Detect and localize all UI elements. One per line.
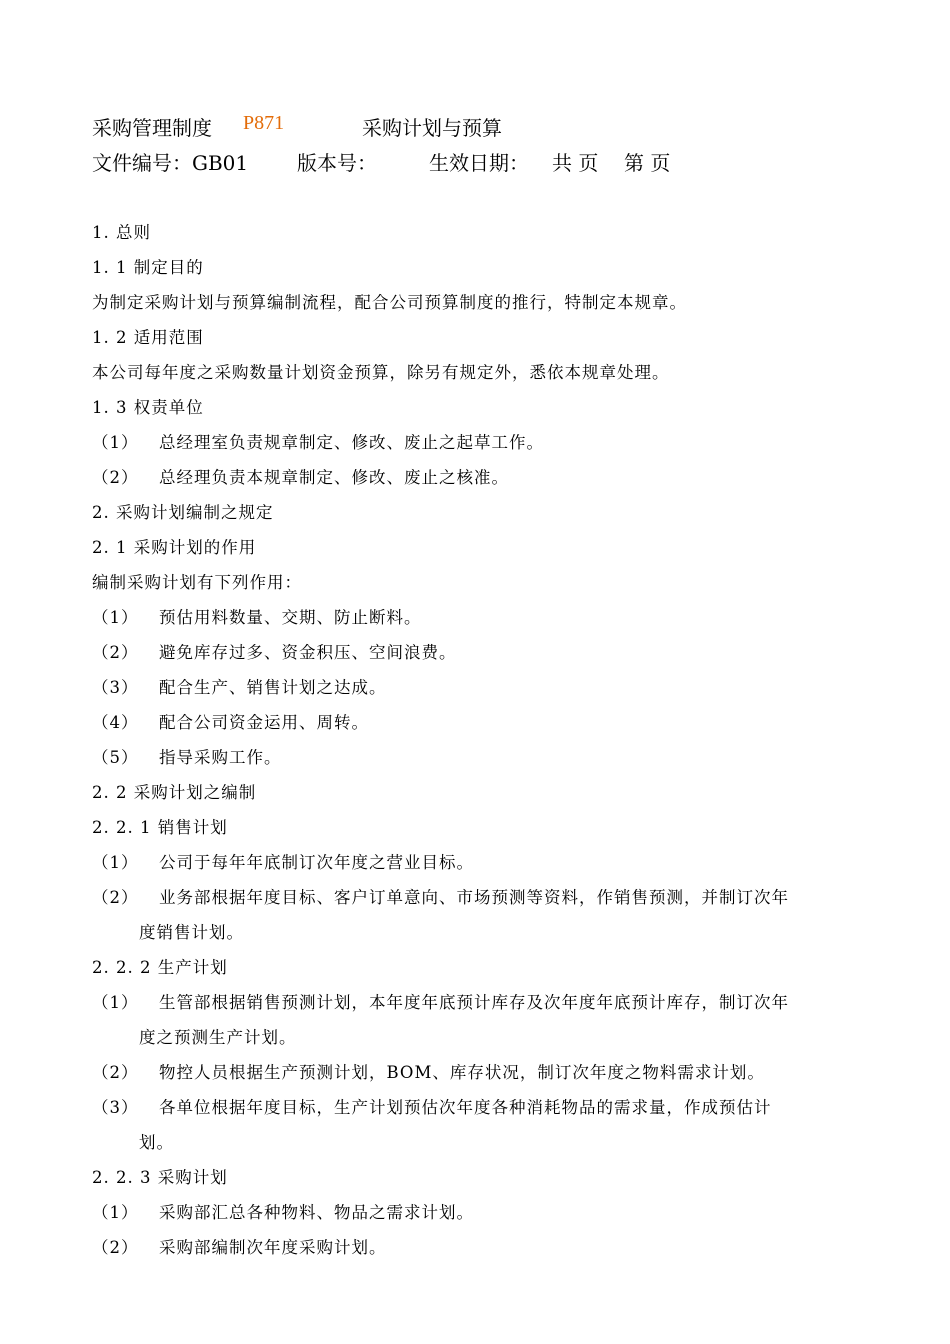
doc-code: P871 <box>243 112 285 134</box>
list-number: （2） <box>92 888 139 907</box>
list-number: （1） <box>92 993 139 1012</box>
list-text: 公司于每年年底制订次年度之营业目标。 <box>159 853 474 872</box>
list-text: 预估用料数量、交期、防止断料。 <box>159 608 422 627</box>
subsection-heading: 2. 2. 1 销售计划 <box>92 818 228 837</box>
file-number: 文件编号：GB01 <box>92 151 249 175</box>
paragraph: 为制定采购计划与预算编制流程，配合公司预算制度的推行，特制定本规章。 <box>92 293 687 312</box>
list-number: （3） <box>92 1098 139 1117</box>
list-text: 采购部编制次年度采购计划。 <box>159 1238 387 1257</box>
list-number: （1） <box>92 608 139 627</box>
list-text-continued: 划。 <box>139 1133 174 1152</box>
subsection-heading: 1. 2 适用范围 <box>92 328 204 347</box>
list-number: （1） <box>92 433 139 452</box>
list-text: 总经理室负责规章制定、修改、废止之起草工作。 <box>159 433 544 452</box>
paragraph: 编制采购计划有下列作用： <box>92 573 302 592</box>
effective-date-label: 生效日期： <box>429 151 529 175</box>
list-text: 各单位根据年度目标，生产计划预估次年度各种消耗物品的需求量，作成预估计 <box>159 1098 772 1117</box>
list-text: 采购部汇总各种物料、物品之需求计划。 <box>159 1203 474 1222</box>
subsection-heading: 2. 2 采购计划之编制 <box>92 783 257 802</box>
page-number-label: 第 页 <box>624 151 671 175</box>
list-number: （2） <box>92 643 139 662</box>
list-text: 配合生产、销售计划之达成。 <box>159 678 387 697</box>
subsection-heading: 1. 1 制定目的 <box>92 258 204 277</box>
list-number: （5） <box>92 748 139 767</box>
list-text: 业务部根据年度目标、客户订单意向、市场预测等资料，作销售预测，并制订次年 <box>159 888 789 907</box>
list-number: （4） <box>92 713 139 732</box>
list-text: 生管部根据销售预测计划，本年度年底预计库存及次年度年底预计库存，制订次年 <box>159 993 789 1012</box>
list-text: 总经理负责本规章制定、修改、废止之核准。 <box>159 468 509 487</box>
list-text: 指导采购工作。 <box>159 748 282 767</box>
list-text: 避免库存过多、资金积压、空间浪费。 <box>159 643 457 662</box>
version-label: 版本号： <box>297 151 377 175</box>
list-number: （1） <box>92 1203 139 1222</box>
list-text-continued: 度之预测生产计划。 <box>139 1028 297 1047</box>
list-number: （2） <box>92 468 139 487</box>
subsection-heading: 2. 1 采购计划的作用 <box>92 538 257 557</box>
doc-title: 采购管理制度 <box>92 116 212 140</box>
section-heading: 2. 采购计划编制之规定 <box>92 503 274 522</box>
list-number: （3） <box>92 678 139 697</box>
list-number: （1） <box>92 853 139 872</box>
subsection-heading: 1. 3 权责单位 <box>92 398 204 417</box>
total-pages-label: 共 页 <box>552 151 599 175</box>
list-text: 配合公司资金运用、周转。 <box>159 713 369 732</box>
subsection-heading: 2. 2. 3 采购计划 <box>92 1168 228 1187</box>
list-number: （2） <box>92 1063 139 1082</box>
subsection-heading: 2. 2. 2 生产计划 <box>92 958 228 977</box>
paragraph: 本公司每年度之采购数量计划资金预算，除另有规定外，悉依本规章处理。 <box>92 363 670 382</box>
list-text-continued: 度销售计划。 <box>139 923 244 942</box>
list-text: 物控人员根据生产预测计划，BOM、库存状况，制订次年度之物料需求计划。 <box>159 1063 765 1082</box>
list-number: （2） <box>92 1238 139 1257</box>
section-heading: 1. 总则 <box>92 223 151 242</box>
doc-subtitle: 采购计划与预算 <box>362 116 502 140</box>
